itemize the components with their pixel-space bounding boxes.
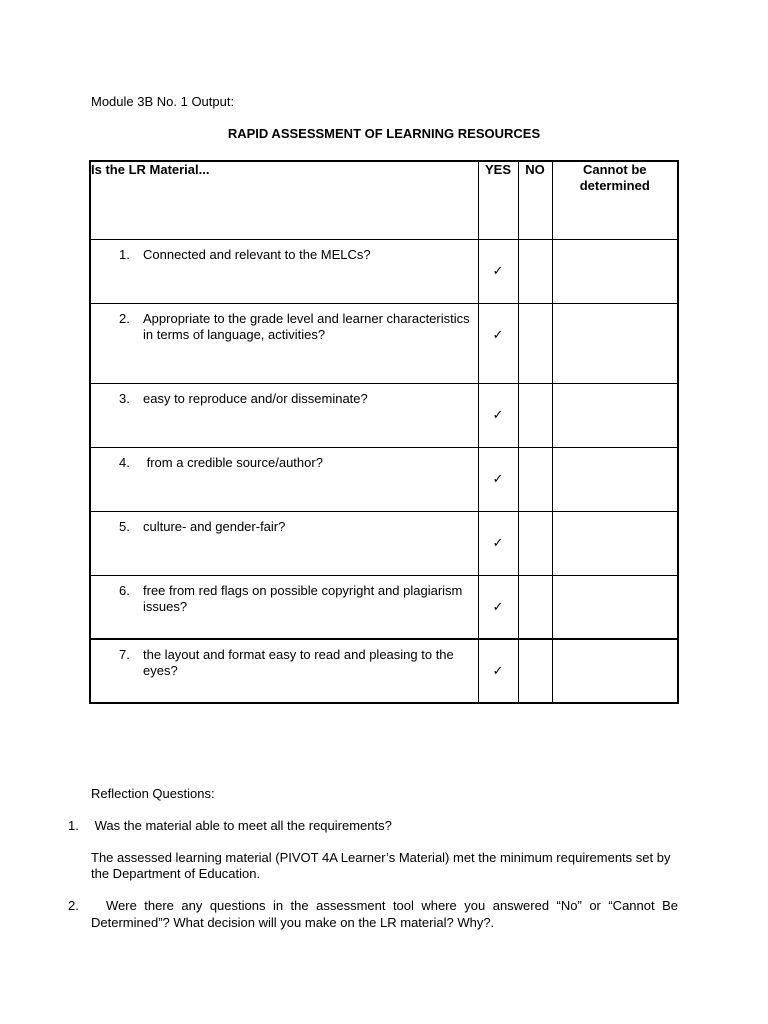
no-cell	[518, 383, 552, 447]
table-row	[90, 447, 678, 511]
item-text: Connected and relevant to the MELCs?	[143, 246, 371, 262]
cannot-be-determined-cell	[552, 511, 678, 575]
cannot-be-determined-cell	[552, 303, 678, 383]
check-mark-icon: ✓	[492, 471, 504, 487]
no-cell	[518, 303, 552, 383]
check-mark-icon: ✓	[492, 664, 504, 679]
item-number: 6.	[119, 582, 130, 598]
cannot-be-determined-column-header: Cannot be determined	[552, 161, 678, 239]
reflection-label: Reflection Questions:	[91, 786, 215, 801]
table-row	[90, 239, 678, 303]
item-text: easy to reproduce and/or disseminate?	[143, 390, 368, 406]
item-number: 1.	[119, 246, 130, 262]
reflection-question	[68, 897, 682, 931]
no-cell	[518, 239, 552, 303]
cannot-be-determined-cell	[552, 239, 678, 303]
yes-cell	[478, 239, 518, 303]
reflection-answer: The assessed learning material (PIVOT 4A Learner’s Material) met the minimum requirements set by the Department of Education.	[91, 850, 671, 881]
yes-cell	[478, 303, 518, 383]
item-number: 7.	[119, 647, 130, 662]
question-text: Were there any questions in the assessment tool where you answered “No” or “Cannot Be Determined”? What decision will you make on the LR material? Why?.	[91, 898, 682, 930]
item-text: from a credible source/author?	[143, 454, 323, 470]
table-header-row	[90, 161, 678, 239]
reflection-question	[68, 818, 678, 833]
table-row	[90, 303, 678, 383]
table-row	[90, 575, 678, 639]
question-cell	[90, 639, 478, 703]
yes-cell	[478, 511, 518, 575]
table-row	[90, 383, 678, 447]
table-row	[90, 511, 678, 575]
assessment-table	[89, 160, 679, 704]
document-title: RAPID ASSESSMENT OF LEARNING RESOURCES	[227, 126, 541, 141]
cannot-be-determined-cell	[552, 639, 678, 703]
check-mark-icon: ✓	[492, 535, 504, 551]
check-mark-icon: ✓	[492, 599, 504, 615]
question-cell	[90, 447, 478, 511]
cannot-be-determined-cell	[552, 575, 678, 639]
question-cell	[90, 383, 478, 447]
question-column-header: Is the LR Material...	[90, 161, 478, 239]
check-mark-icon: ✓	[492, 327, 504, 343]
check-mark-icon: ✓	[492, 263, 504, 279]
question-text: Was the material able to meet all the requirements?	[91, 818, 392, 833]
no-cell	[518, 575, 552, 639]
item-text: Appropriate to the grade level and learner characteristics in terms of language, activities?	[143, 310, 470, 342]
question-cell	[90, 511, 478, 575]
question-cell	[90, 239, 478, 303]
no-column-header: NO	[518, 161, 552, 239]
question-cell	[90, 575, 478, 639]
item-number: 4.	[119, 454, 130, 470]
item-number: 3.	[119, 390, 130, 406]
no-cell	[518, 639, 552, 703]
item-number: 5.	[119, 518, 130, 534]
check-mark-icon: ✓	[492, 407, 504, 423]
question-number: 2.	[68, 898, 79, 913]
item-number: 2.	[119, 310, 130, 326]
yes-column-header: YES	[478, 161, 518, 239]
no-cell	[518, 511, 552, 575]
yes-cell	[478, 639, 518, 703]
table-row	[90, 639, 678, 703]
module-output-line: Module 3B No. 1 Output:	[91, 94, 235, 109]
no-cell	[518, 447, 552, 511]
yes-cell	[478, 383, 518, 447]
yes-cell	[478, 447, 518, 511]
item-text: free from red flags on possible copyright and plagiarism issues?	[143, 582, 463, 614]
item-text: the layout and format easy to read and pleasing to the eyes?	[143, 647, 454, 678]
item-text: culture- and gender-fair?	[143, 518, 286, 534]
question-number: 1.	[68, 818, 79, 833]
cannot-be-determined-cell	[552, 447, 678, 511]
yes-cell	[478, 575, 518, 639]
cannot-be-determined-cell	[552, 383, 678, 447]
question-cell	[90, 303, 478, 383]
